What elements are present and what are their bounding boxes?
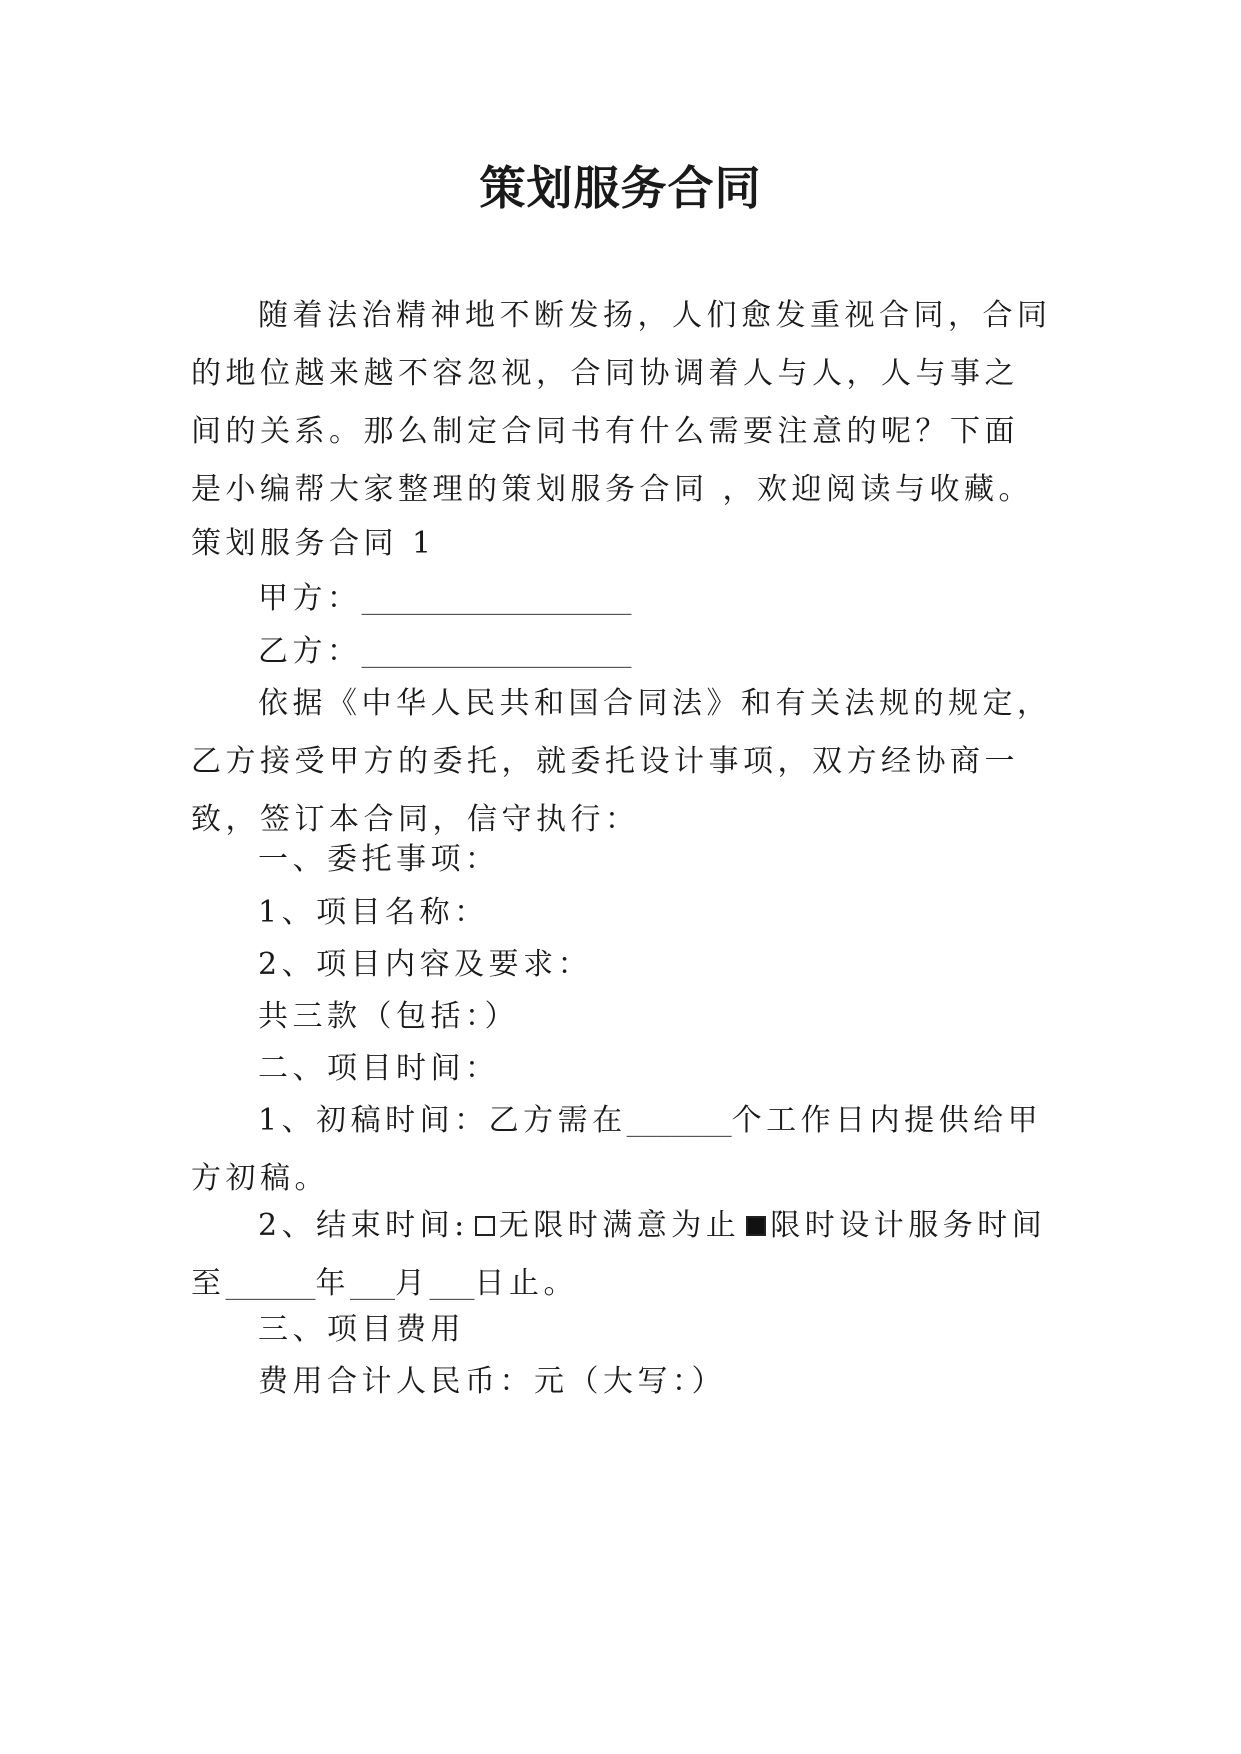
item1-2: 2、项目内容及要求：: [258, 947, 593, 982]
basis-paragraph: 依据《中华人民共和国合同法》和有关法规的规定，乙方接受甲方的委托，就委托设计事项，双方经协商一致，签订本合同，信守执行：: [191, 686, 1052, 837]
item2-1-blank: _______: [626, 1103, 732, 1138]
item1-3: 共三款（包括：）: [258, 999, 519, 1034]
checkbox-empty-icon: [475, 1216, 495, 1236]
month-blank: ___: [350, 1266, 395, 1301]
document-title: 策划服务合同: [479, 161, 762, 215]
party-b-label: 乙方：: [258, 634, 362, 669]
item2-1-prefix: 1、初稿时间：乙方需在: [258, 1103, 627, 1138]
item2-2-prefix: 2、结束时间:: [258, 1208, 469, 1243]
year-blank: ______: [225, 1266, 316, 1301]
item3-1: 费用合计人民币：元（大写：）: [258, 1364, 726, 1399]
item2-2-option2: 限时设计服务时间至: [191, 1208, 1047, 1301]
month-label: 月: [395, 1266, 430, 1301]
item1-heading: 一、委托事项：: [258, 842, 500, 877]
checkbox-filled-icon: [746, 1216, 766, 1236]
item2-2-option1: 无限时满意为止: [498, 1208, 741, 1243]
day-label: 日止。: [474, 1266, 578, 1301]
item2-1: [191, 1092, 1053, 1208]
party-b-line: [191, 623, 1053, 681]
party-a-label: 甲方：: [258, 581, 362, 616]
party-a-line: [191, 570, 1053, 628]
item2-1-suffix: 个工作日内提供给甲方初稿。: [191, 1103, 1043, 1196]
party-b-blank: __________________: [361, 634, 632, 669]
item1-1: 1、项目名称：: [258, 895, 489, 930]
intro-paragraph: 随着法治精神地不断发扬，人们愈发重视合同，合同的地位越来越不容忽视，合同协调着人与人，人与事之间的关系。那么制定合同书有什么需要注意的呢？下面是小编帮大家整理的策划服务合同 ，欢迎阅读与收藏。: [191, 298, 1052, 507]
year-label: 年: [315, 1266, 350, 1301]
item3-heading: 三、项目费用: [258, 1312, 465, 1347]
section-heading: 策划服务合同 1: [191, 526, 436, 561]
item2-heading: 二、项目时间：: [258, 1051, 500, 1086]
party-a-blank: __________________: [361, 581, 632, 616]
item2-2: [191, 1197, 1053, 1313]
day-blank: ___: [429, 1266, 475, 1301]
